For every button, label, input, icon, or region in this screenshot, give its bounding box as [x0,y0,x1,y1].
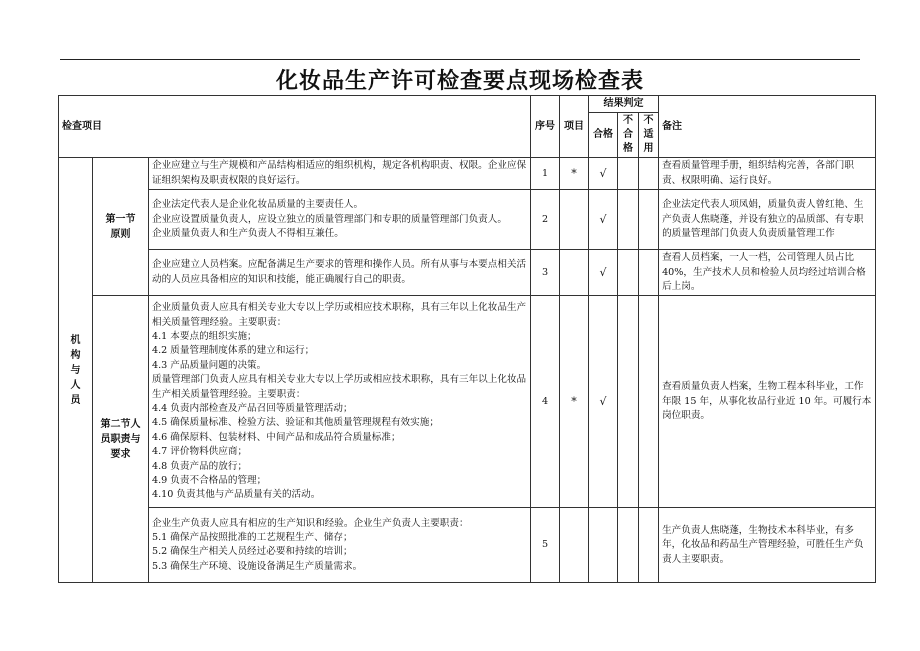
row-seq: 1 [531,158,560,190]
chapter-label: 机构与人员 [59,158,93,583]
header-item: 检查项目 [59,96,531,158]
row-item-mark [560,190,589,250]
row-na [639,250,659,296]
row-seq: 2 [531,190,560,250]
row-note: 查看质量管理手册，组织结构完善，各部门职责、权限明确、运行良好。 [659,158,876,190]
row-note: 生产负责人焦晓蓬，生物技术本科毕业，有多年，化妆品和药品生产管理经验，可胜任生产负责人主要职责。 [659,508,876,583]
top-rule [60,59,860,60]
row-content: 企业应建立与生产规模和产品结构相适应的组织机构，规定各机构职责、权限。企业应保证组织架构及职责权限的良好运行。 [149,158,531,190]
inspection-table [58,95,876,583]
section-label: 第二节人员职责与要求 [93,296,149,583]
row-item-mark [560,508,589,583]
row-na [639,190,659,250]
row-pass: √ [589,158,618,190]
row-fail [618,190,639,250]
row-content: 企业质量负责人应具有相关专业大专以上学历或相应技术职称，具有三年以上化妆品生产相关质量管理经验。主要职责： 4.1 本要点的组织实施； 4.2 质量管理制度体系的建立和运行； 4.3 产品质量问题的决策。 质量管理部门负责人应具有相关专业大专以上学历或相应技术职称，具有三年以上化妆品生产相关质量管理经验。主要职责： 4.4 负责内部检查及产品召回等质量管理活动； 4.5 确保质量标准、检验方法、验证和其他质量管理规程有效实施； 4.6 确保原料、包装材料、中间产品和成品符合质量标准； 4.7 评价物料供应商； 4.8 负责产品的放行； 4.9 负责不合格品的管理； 4.10 负责其他与产品质量有关的活动。 [149,296,531,508]
row-pass: √ [589,190,618,250]
header-na: 不适用 [639,113,659,158]
header-seq: 序号 [531,96,560,158]
header-result: 结果判定 [589,96,659,113]
header-remark: 备注 [659,96,876,158]
row-item-mark: * [560,296,589,508]
row-note: 查看质量负责人档案，生物工程本科毕业，工作年限 15 年，从事化妆品行业近 10 年。可履行本岗位职责。 [659,296,876,508]
row-fail [618,158,639,190]
header-pass: 合格 [589,113,618,158]
row-fail [618,296,639,508]
page-title: 化妆品生产许可检查要点现场检查表 [275,69,644,94]
row-note: 企业法定代表人项凤娟，质量负责人曾红艳、生产负责人焦晓蓬，并设有独立的品质部、有专职的质量管理部门负责人负责质量管理工作 [659,190,876,250]
row-na [639,508,659,583]
header-itemcol: 项目 [560,96,589,158]
row-pass: √ [589,250,618,296]
header-fail: 不合格 [618,113,639,158]
row-item-mark [560,250,589,296]
row-content: 企业法定代表人是企业化妆品质量的主要责任人。 企业应设置质量负责人，应设立独立的质量管理部门和专职的质量管理部门负责人。 企业质量负责人和生产负责人不得相互兼任。 [149,190,531,250]
row-na [639,296,659,508]
row-content: 企业生产负责人应具有相应的生产知识和经验。企业生产负责人主要职责： 5.1 确保产品按照批准的工艺规程生产、储存； 5.2 确保生产相关人员经过必要和持续的培训； 5.3 确保生产环境、设施设备满足生产质量需求。 [149,508,531,583]
row-seq: 4 [531,296,560,508]
row-fail [618,250,639,296]
row-seq: 5 [531,508,560,583]
row-item-mark: * [560,158,589,190]
row-content: 企业应建立人员档案。应配备满足生产要求的管理和操作人员。所有从事与本要点相关活动的人员应具备相应的知识和技能，能正确履行自己的职责。 [149,250,531,296]
row-note: 查看人员档案，一人一档，公司管理人员占比 40%，生产技术人员和检验人员均经过培训合格后上岗。 [659,250,876,296]
row-fail [618,508,639,583]
row-seq: 3 [531,250,560,296]
row-pass: √ [589,296,618,508]
row-na [639,158,659,190]
row-pass [589,508,618,583]
section-label: 第一节原则 [93,158,149,296]
